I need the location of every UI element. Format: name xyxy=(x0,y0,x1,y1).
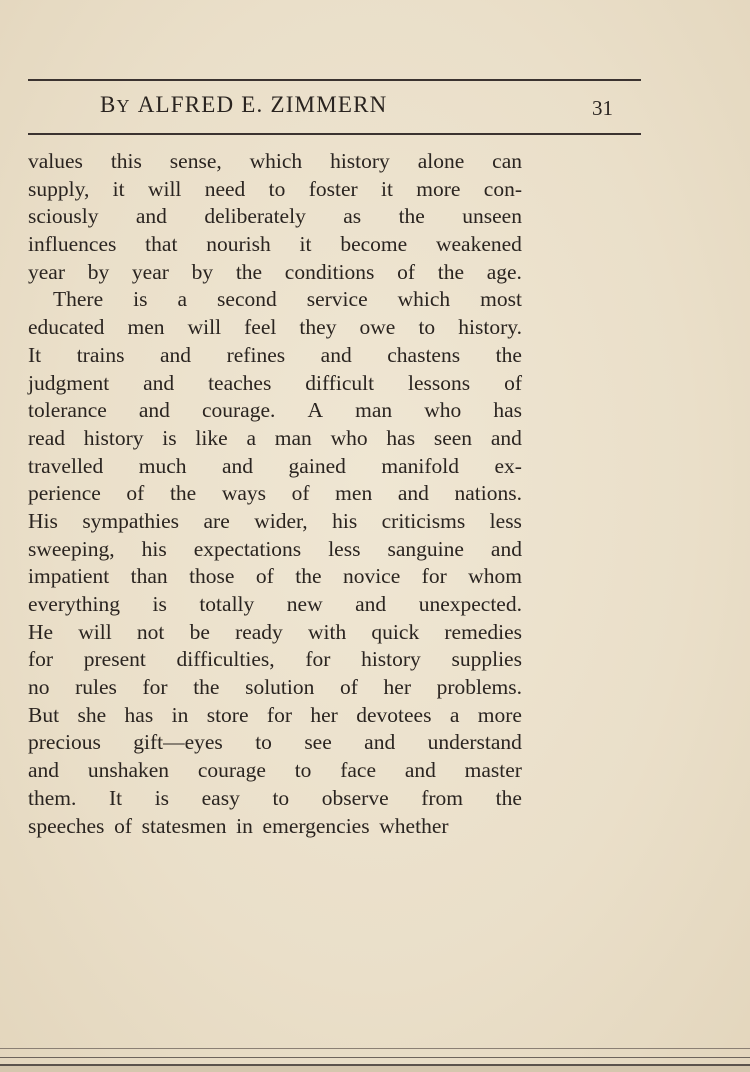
text-line: educated men will feel they owe to history. xyxy=(28,315,522,340)
text-line: There is a second service which most xyxy=(53,287,522,312)
page-edge-rules xyxy=(0,1045,750,1072)
page-number: 31 xyxy=(592,96,613,120)
text-line: read history is like a man who has seen and xyxy=(28,425,522,450)
text-line: and unshaken courage to face and master xyxy=(28,758,522,783)
text-line: sweeping, his expectations less sanguine and xyxy=(28,536,522,561)
text-line: no rules for the solution of her problems. xyxy=(28,675,522,700)
text-line: sciously and deliberately as the unseen xyxy=(28,204,522,229)
text-line: precious gift—eyes to see and understand xyxy=(28,730,522,755)
text-line: It trains and refines and chastens the xyxy=(28,342,522,367)
text-line: for present difficulties, for history supplies xyxy=(28,647,522,672)
text-line: speeches of statesmen in emergencies whether xyxy=(28,813,449,838)
text-line: everything is totally new and unexpected. xyxy=(28,592,522,616)
running-head xyxy=(100,92,387,118)
running-head-by-rest: Y xyxy=(116,96,131,116)
text-line: His sympathies are wider, his criticisms less xyxy=(28,508,522,533)
text-line: tolerance and courage. A man who has xyxy=(28,398,522,423)
text-line: values this sense, which history alone can xyxy=(28,149,522,173)
header-top-rule xyxy=(28,79,641,81)
running-head-author: ALFRED E. ZIMMERN xyxy=(137,92,388,117)
body-text xyxy=(28,148,522,840)
text-line: year by year by the conditions of the age. xyxy=(28,259,522,284)
text-line: influences that nourish it become weakened xyxy=(28,232,522,257)
header-bottom-rule xyxy=(28,133,641,135)
running-head-by-initial: B xyxy=(100,92,117,117)
text-line: But she has in store for her devotees a more xyxy=(28,702,522,727)
text-line: travelled much and gained manifold ex- xyxy=(28,453,522,478)
text-line: judgment and teaches difficult lessons of xyxy=(28,370,522,395)
text-line: perience of the ways of men and nations. xyxy=(28,481,522,506)
text-line: He will not be ready with quick remedies xyxy=(28,619,522,644)
text-line: them. It is easy to observe from the xyxy=(28,785,522,810)
text-line: supply, it will need to foster it more con- xyxy=(28,176,522,201)
text-line: impatient than those of the novice for whom xyxy=(28,564,522,589)
